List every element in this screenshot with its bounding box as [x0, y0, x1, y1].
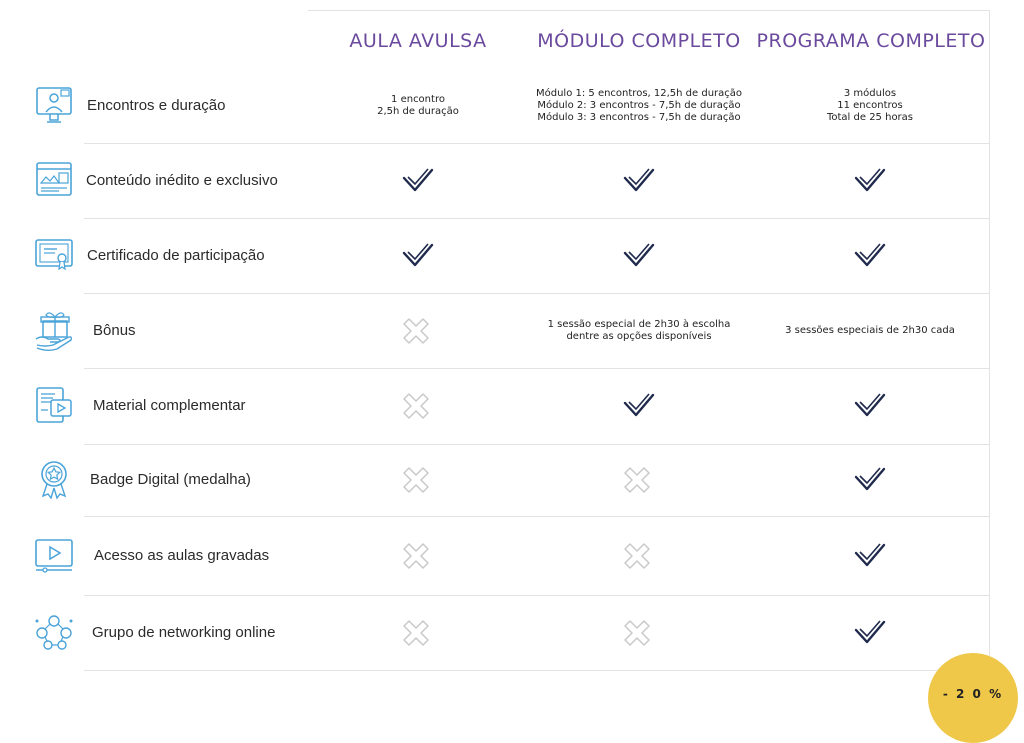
check-icon	[853, 465, 887, 495]
row-label: Conteúdo inédito e exclusivo	[86, 171, 278, 189]
row-label: Acesso as aulas gravadas	[94, 546, 270, 564]
row-divider	[84, 670, 990, 671]
certificate-icon	[33, 234, 75, 276]
row-label: Grupo de networking online	[92, 623, 276, 641]
row-label: Bônus	[93, 321, 136, 339]
column-header-programa-completo: PROGRAMA COMPLETO	[756, 30, 986, 52]
cell-line: 1 encontro	[391, 93, 445, 105]
web-content-icon	[33, 159, 75, 201]
row-divider	[84, 218, 990, 219]
network-group-icon	[33, 611, 75, 653]
gift-icon	[33, 309, 75, 351]
check-icon	[401, 166, 435, 196]
column-header-aula-avulsa: AULA AVULSA	[349, 30, 487, 52]
cross-icon	[401, 618, 435, 648]
check-icon	[853, 618, 887, 648]
cell-text	[529, 88, 749, 124]
cell-line: Módulo 3: 3 encontros - 7,5h de duração	[537, 111, 741, 123]
discount-badge-text: - 2 0 %	[942, 687, 1004, 701]
medal-icon	[33, 458, 75, 500]
cell-text	[308, 94, 528, 118]
document-video-icon	[33, 384, 75, 426]
cross-icon	[401, 541, 435, 571]
cell-line: 11 encontros	[837, 99, 903, 111]
cell-line: 2,5h de duração	[377, 105, 459, 117]
row-divider	[84, 595, 990, 596]
cross-icon	[401, 316, 435, 346]
video-meeting-icon	[33, 84, 75, 126]
cell-line: 3 módulos	[843, 87, 897, 99]
cross-icon	[622, 465, 656, 495]
row-label: Encontros e duração	[87, 96, 226, 114]
cell-line: Módulo 2: 3 encontros - 7,5h de duração	[537, 99, 741, 111]
check-icon	[622, 241, 656, 271]
check-icon	[622, 391, 656, 421]
row-divider	[84, 143, 990, 144]
discount-badge[interactable]	[928, 653, 1018, 743]
cell-line: Total de 25 horas	[826, 111, 914, 123]
check-icon	[853, 391, 887, 421]
video-play-icon	[33, 534, 75, 576]
cell-line: 1 sessão especial de 2h30 à escolha	[547, 318, 731, 330]
cell-line: Módulo 1: 5 encontros, 12,5h de duração	[535, 87, 743, 99]
row-label: Certificado de participação	[87, 246, 265, 264]
check-icon	[622, 166, 656, 196]
row-divider	[84, 444, 990, 445]
check-icon	[853, 166, 887, 196]
cross-icon	[401, 391, 435, 421]
row-label: Material complementar	[93, 397, 246, 414]
cross-icon	[622, 618, 656, 648]
cross-icon	[401, 465, 435, 495]
row-divider	[84, 293, 990, 294]
row-divider	[84, 516, 990, 517]
column-header-modulo-completo: MÓDULO COMPLETO	[537, 30, 741, 52]
check-icon	[853, 541, 887, 571]
cell-text	[529, 319, 749, 343]
header-top-line	[308, 10, 990, 11]
check-icon	[401, 241, 435, 271]
row-divider	[84, 368, 990, 369]
cell-line: 3 sessões especiais de 2h30 cada	[785, 324, 955, 336]
cross-icon	[622, 541, 656, 571]
row-label: Badge Digital (medalha)	[90, 471, 251, 488]
check-icon	[853, 241, 887, 271]
cell-text	[760, 325, 980, 337]
cell-text	[760, 88, 980, 124]
cell-line: dentre as opções disponíveis	[566, 330, 712, 342]
table-right-border	[989, 10, 990, 670]
